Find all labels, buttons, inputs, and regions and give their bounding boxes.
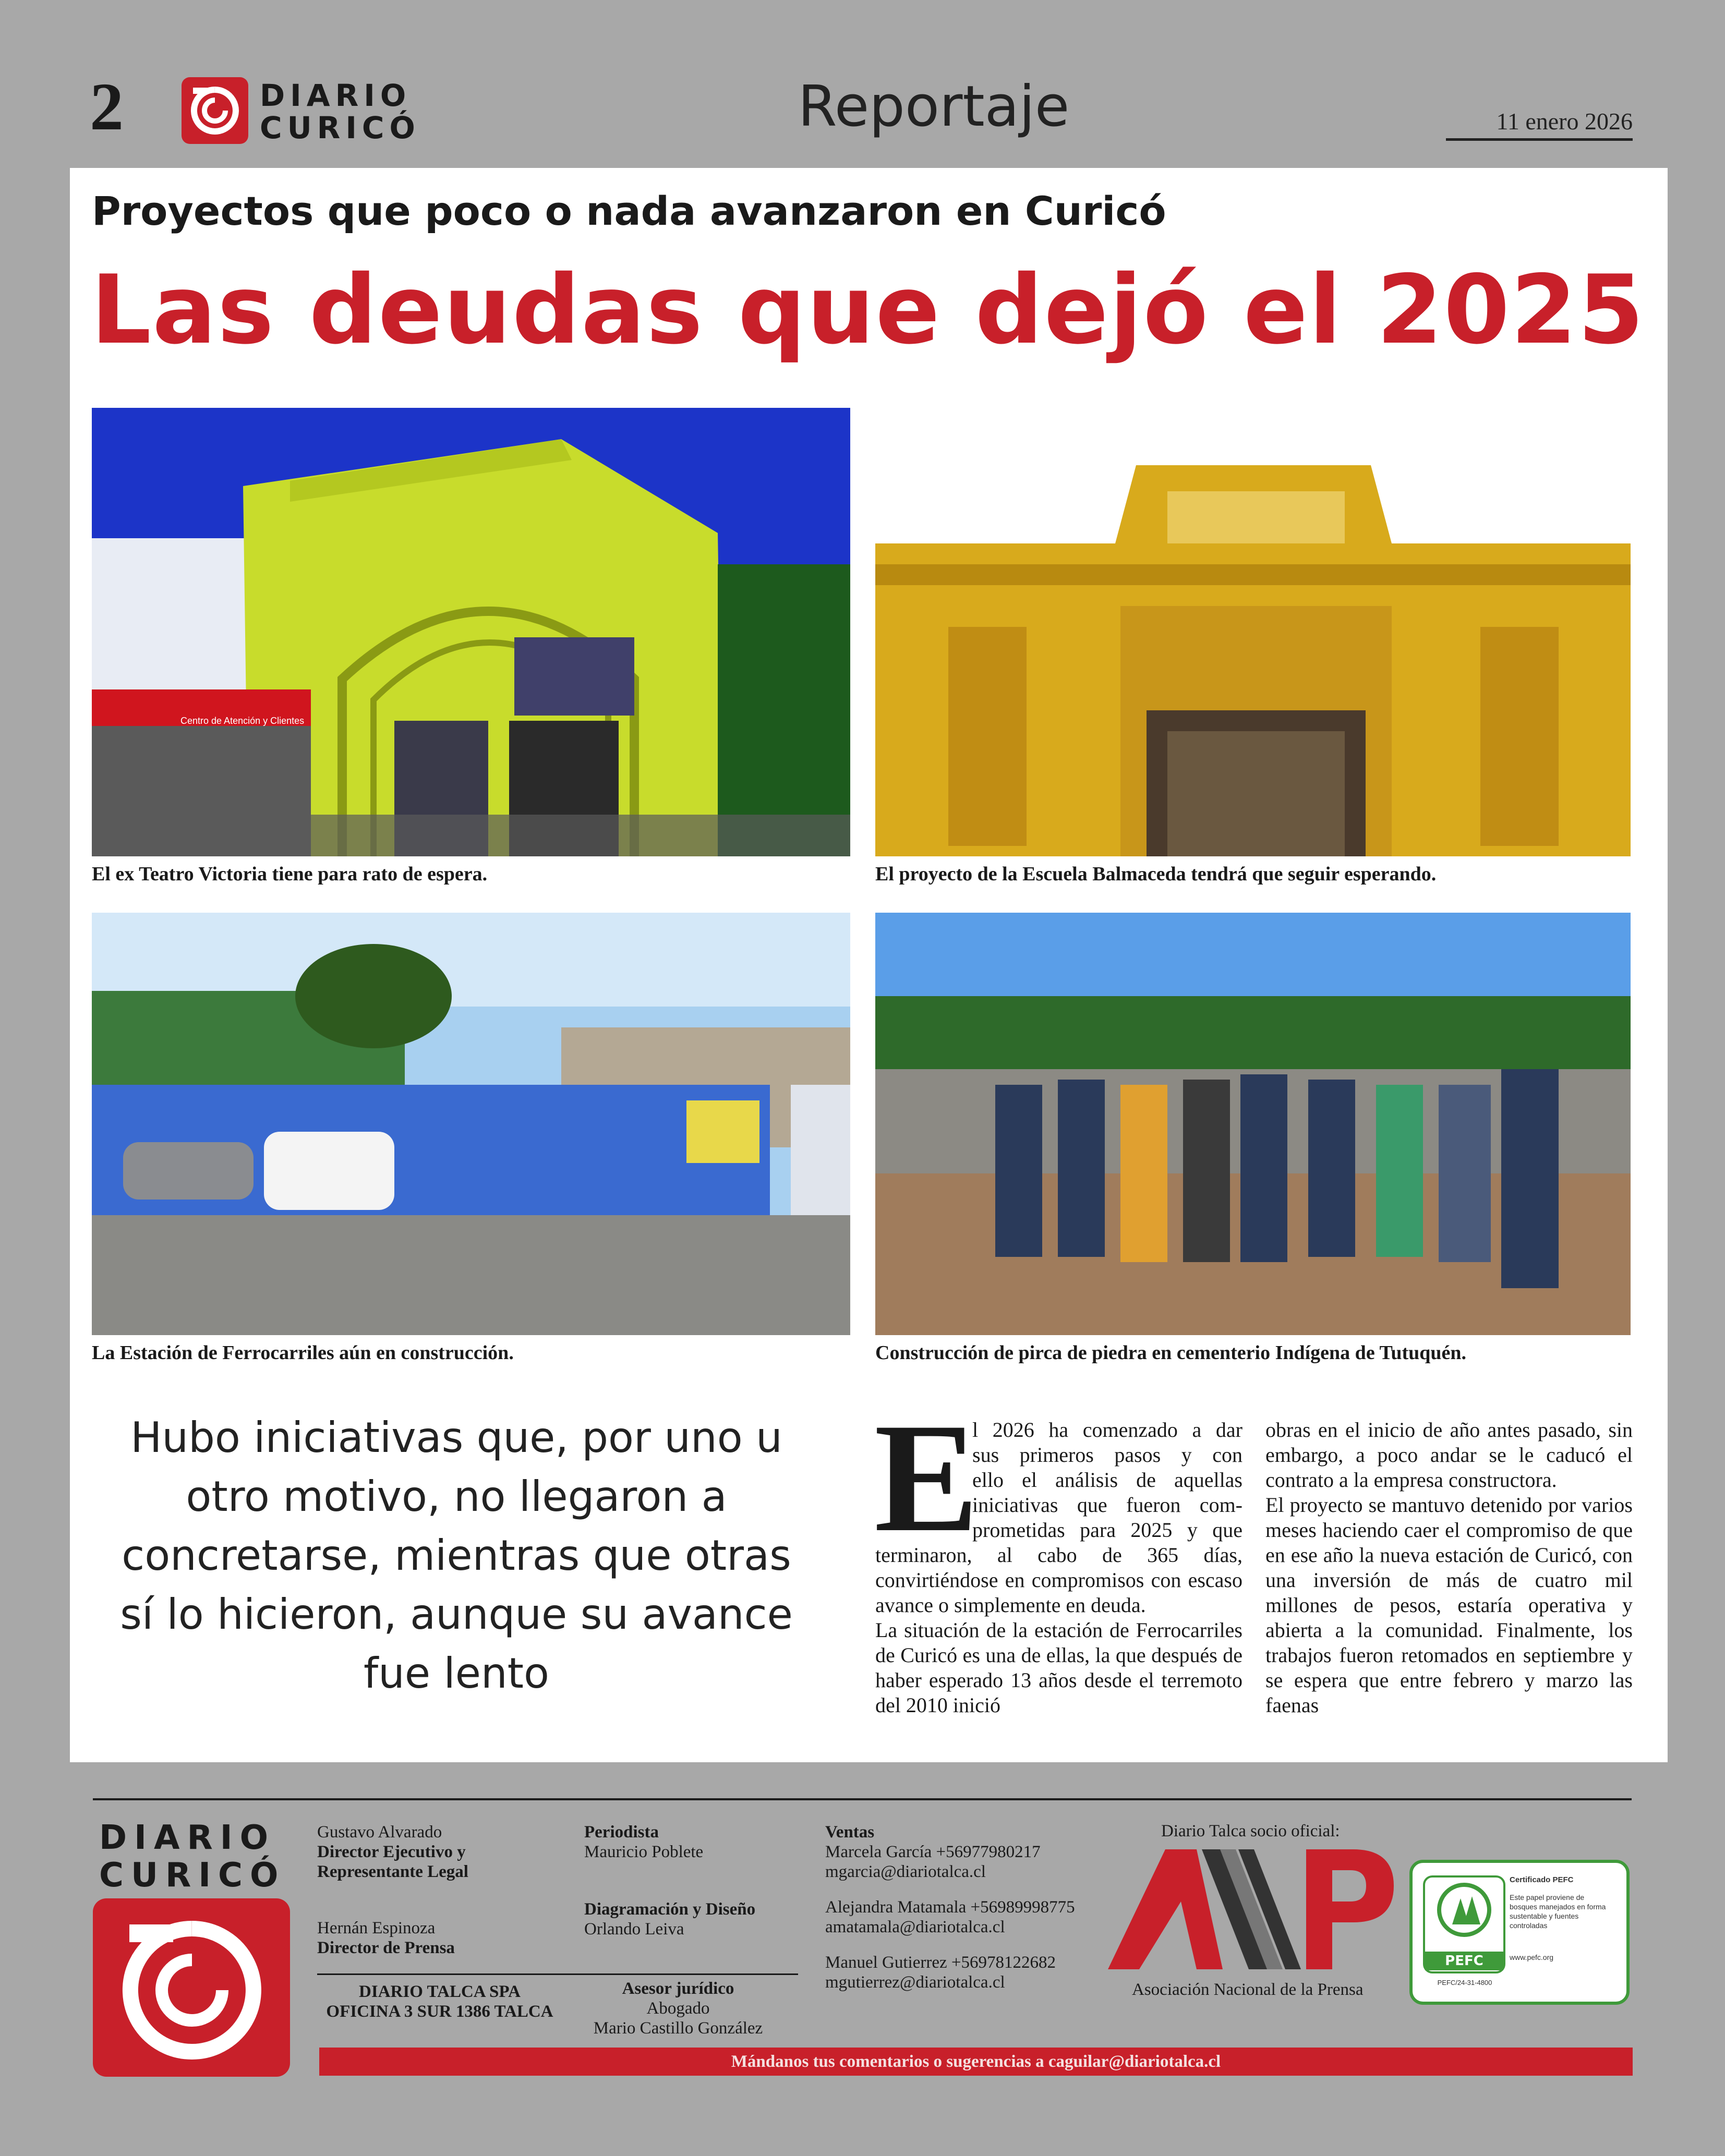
drop-cap: E xyxy=(874,1391,979,1564)
anp-logo-icon xyxy=(1108,1849,1394,1971)
staff-role: Director Ejecutivo y xyxy=(317,1843,466,1861)
date-block xyxy=(1446,107,1633,141)
staff-block-1 xyxy=(317,1822,468,1882)
diagramacion-name: Orlando Leiva xyxy=(584,1920,684,1939)
photo-estacion-ferrocarriles xyxy=(92,913,850,1335)
footer-logo-line-2: CURICÓ xyxy=(99,1856,286,1895)
ventas-contact: Marcela García +56977980217 xyxy=(825,1843,1041,1861)
feedback-bar: Mándanos tus comentarios o sugerencias a caguilar@diariotalca.cl xyxy=(319,2048,1633,2076)
asesor-role: Abogado xyxy=(646,1999,710,2018)
pefc-code: PEFC/24-31-4800 xyxy=(1437,1979,1492,1987)
photo-escuela-balmaceda xyxy=(875,408,1631,856)
company-block xyxy=(317,1982,562,2021)
intro-line: prometidas para 2025 y que xyxy=(972,1518,1243,1542)
pefc-title: Certificado PEFC xyxy=(1510,1875,1574,1884)
ventas-block xyxy=(825,1822,1075,1992)
page-number: 2 xyxy=(90,69,124,144)
periodista-label: Periodista xyxy=(584,1823,659,1842)
storefront-sign: Centro de Atención y Clientes xyxy=(180,716,305,726)
footer-logo-text xyxy=(99,1819,285,1894)
staff-role: Director de Prensa xyxy=(317,1939,455,1957)
photo-caption-3: La Estación de Ferrocarriles aún en construcción. xyxy=(92,1342,514,1364)
asesor-block xyxy=(584,1979,772,2038)
ventas-email: mgutierrez@diariotalca.cl xyxy=(825,1973,1005,1992)
body-paragraph: El proyecto se mantuvo detenido por varios meses haciendo caer el compromiso de que en ese año la nueva estación de Curicó, con una inversión de más de cuatro mil millones de pesos, estaría operativa y abierta a la comunidad. Finalmente, los trabajos fueron retomados en septiembre y se espera que entre febrero y marzo las faenas xyxy=(1265,1493,1633,1717)
body-column-2 xyxy=(1265,1418,1633,1718)
diagramacion-label: Diagramación y Diseño xyxy=(584,1900,756,1919)
socio-label: Diario Talca socio oficial: xyxy=(1161,1822,1340,1840)
periodista-name: Mauricio Poblete xyxy=(584,1843,704,1861)
staff-role: Representante Legal xyxy=(317,1862,468,1881)
anp-caption: Asociación Nacional de la Prensa xyxy=(1132,1980,1364,1999)
logo-line-2: CURICÓ xyxy=(260,110,420,146)
body-column-1 xyxy=(875,1543,1243,1718)
article-headline: Las deudas que dejó el 2025 xyxy=(91,255,1645,365)
intro-line: sus primeros pasos y con xyxy=(972,1443,1243,1467)
intro-line: iniciativas que fueron com- xyxy=(972,1493,1243,1517)
section-title: Reportaje xyxy=(798,74,1070,139)
footer-inner-divider xyxy=(317,1973,798,1975)
pull-quote: Hubo iniciativas que, por uno u otro motivo, no llegaron a concretarse, mientras que otras sí lo hicieron, aunque su avance fue lento xyxy=(120,1413,793,1698)
photo-cementerio-tutuquen xyxy=(875,913,1631,1335)
pefc-text-block xyxy=(1510,1875,1614,1961)
company-name: DIARIO TALCA SPA xyxy=(359,1982,521,2001)
ventas-contact: Alejandra Matamala +56989998775 xyxy=(825,1898,1075,1917)
issue-date: 11 enero 2026 xyxy=(1496,108,1633,135)
ventas-email: mgarcia@diariotalca.cl xyxy=(825,1862,986,1881)
footer-logo-line-1: DIARIO xyxy=(99,1819,275,1857)
pefc-tree-icon: PEFC xyxy=(1423,1875,1505,1973)
footer-logo-icon xyxy=(93,1898,290,2077)
photo-caption-4: Construcción de pirca de piedra en cementerio Indígena de Tutuquén. xyxy=(875,1342,1467,1364)
logo-line-1: DIARIO xyxy=(260,78,412,113)
diagramacion-block xyxy=(584,1899,755,1939)
masthead-logo-text xyxy=(260,79,420,144)
ventas-label: Ventas xyxy=(825,1823,875,1842)
staff-block-2 xyxy=(317,1918,455,1958)
body-paragraph: obras en el inicio de año antes pasado, sin embargo, a poco andar se le caducó el contrato a la empresa constructora. xyxy=(1265,1418,1633,1492)
staff-name: Gustavo Alvarado xyxy=(317,1823,442,1842)
pefc-certificate-badge xyxy=(1409,1860,1630,2005)
ventas-email: amatamala@diariotalca.cl xyxy=(825,1918,1005,1936)
ventas-contact: Manuel Gutierrez +56978122682 xyxy=(825,1953,1056,1972)
photo-caption-2: El proyecto de la Escuela Balmaceda tendrá que seguir esperando. xyxy=(875,863,1437,885)
body-column-1-intro xyxy=(972,1418,1243,1543)
body-paragraph: terminaron, al cabo de 365 días, convirtiéndose en compromisos con escaso avance o simplemente en deuda. xyxy=(875,1543,1243,1617)
intro-line: l 2026 ha comenzado a dar xyxy=(972,1418,1243,1442)
intro-line: ello el análisis de aquellas xyxy=(972,1468,1243,1492)
diario-curico-logo-icon xyxy=(182,77,248,144)
footer-divider xyxy=(93,1798,1632,1800)
staff-name: Hernán Espinoza xyxy=(317,1919,436,1937)
pefc-url: www.pefc.org xyxy=(1510,1953,1554,1961)
asesor-name: Mario Castillo González xyxy=(593,2019,763,2038)
photo-teatro-victoria xyxy=(92,408,850,856)
body-paragraph: La situación de la estación de Ferrocarriles de Curicó es una de ellas, la que después de haber esperado 13 años desde el terremoto del 2010 inició xyxy=(875,1618,1243,1717)
pefc-description: Este papel proviene de bosques manejados en forma sustentable y fuentes controladas xyxy=(1510,1893,1606,1930)
periodista-block xyxy=(584,1822,703,1862)
article-kicker: Proyectos que poco o nada avanzaron en Curicó xyxy=(92,188,1166,234)
asesor-label: Asesor jurídico xyxy=(622,1979,734,1998)
company-address: OFICINA 3 SUR 1386 TALCA xyxy=(326,2002,553,2021)
photo-caption-1: El ex Teatro Victoria tiene para rato de espera. xyxy=(92,863,488,885)
